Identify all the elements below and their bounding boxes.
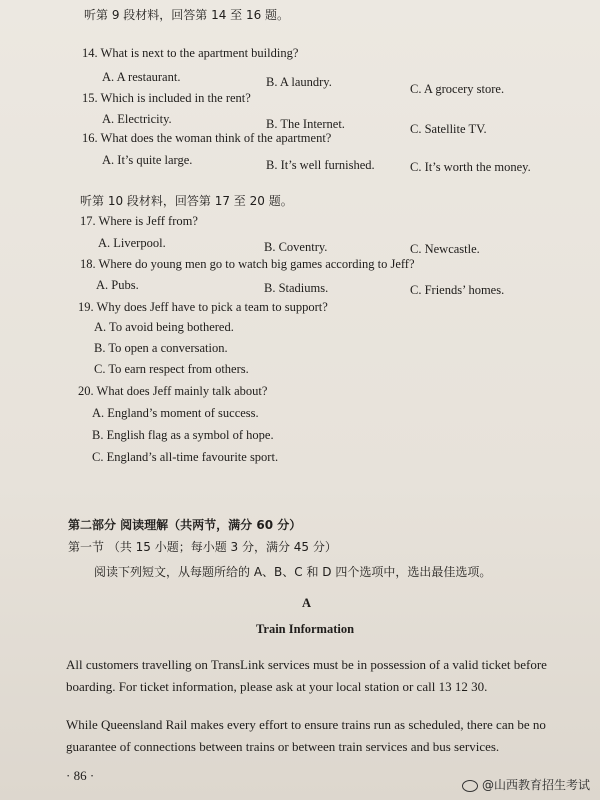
q19-option-b: B. To open a conversation. <box>94 341 228 355</box>
q16-option-b: B. It’s well furnished. <box>266 158 375 172</box>
q14-option-b: B. A laundry. <box>266 75 332 89</box>
q15-option-b: B. The Internet. <box>266 117 345 131</box>
passage-paragraph-2: While Queensland Rail makes every effort to ensure trains run as scheduled, there can be no guarantee of connections between trains or between train services and bus services. <box>66 717 546 754</box>
passage-title: Train Information <box>256 622 355 636</box>
q19-option-c: C. To earn respect from others. <box>94 362 249 376</box>
q20-option-c: C. England’s all-time favourite sport. <box>92 450 279 464</box>
q16-option-a: A. It’s quite large. <box>102 153 193 167</box>
question-20: 20. What does Jeff mainly talk about? <box>78 384 268 398</box>
page-number: · 86 · <box>66 768 95 783</box>
passage-letter: A <box>302 596 312 610</box>
q15-option-a: A. Electricity. <box>102 112 172 126</box>
q18-option-c: C. Friends’ homes. <box>410 283 505 297</box>
q17-option-b: B. Coventry. <box>264 240 328 254</box>
q15-option-c: C. Satellite TV. <box>410 122 487 136</box>
q17-option-a: A. Liverpool. <box>98 236 166 250</box>
q14-option-a: A. A restaurant. <box>102 70 181 84</box>
q18-option-a: A. Pubs. <box>96 278 139 292</box>
question-16: 16. What does the woman think of the apartment? <box>82 131 332 145</box>
q19-option-a: A. To avoid being bothered. <box>94 320 234 334</box>
question-15: 15. Which is included in the rent? <box>82 91 251 105</box>
question-17: 17. Where is Jeff from? <box>80 214 198 228</box>
part2-instruction: 阅读下列短文，从每题所给的 A、B、C 和 D 四个选项中，选出最佳选项。 <box>94 565 492 579</box>
watermark-text: @山西教育招生考试 <box>481 778 590 792</box>
weibo-icon <box>462 780 478 792</box>
section-heading-10: 听第 10 段材料，回答第 17 至 20 题。 <box>80 194 293 208</box>
passage-paragraph-1: All customers travelling on TransLink services must be in possession of a valid ticket before boarding. For ticket information, please ask at your local station or call 13 12 30. <box>66 657 547 694</box>
q20-option-b: B. English flag as a symbol of hope. <box>92 428 274 442</box>
section-heading-9: 听第 9 段材料，回答第 14 至 16 题。 <box>84 8 290 22</box>
weibo-watermark <box>462 776 590 793</box>
part2-title: 第二部分 阅读理解（共两节，满分 60 分） <box>68 518 302 532</box>
q18-option-b: B. Stadiums. <box>264 281 329 295</box>
question-18: 18. Where do young men go to watch big games according to Jeff? <box>80 257 415 271</box>
q20-option-a: A. England’s moment of success. <box>92 406 259 420</box>
q14-option-c: C. A grocery store. <box>410 82 505 96</box>
question-19: 19. Why does Jeff have to pick a team to support? <box>78 300 328 314</box>
q17-option-c: C. Newcastle. <box>410 242 480 256</box>
part2-subtitle: 第一节 （共 15 小题；每小题 3 分，满分 45 分） <box>68 540 337 554</box>
question-14: 14. What is next to the apartment building? <box>82 46 299 60</box>
q16-option-c: C. It’s worth the money. <box>410 160 531 174</box>
